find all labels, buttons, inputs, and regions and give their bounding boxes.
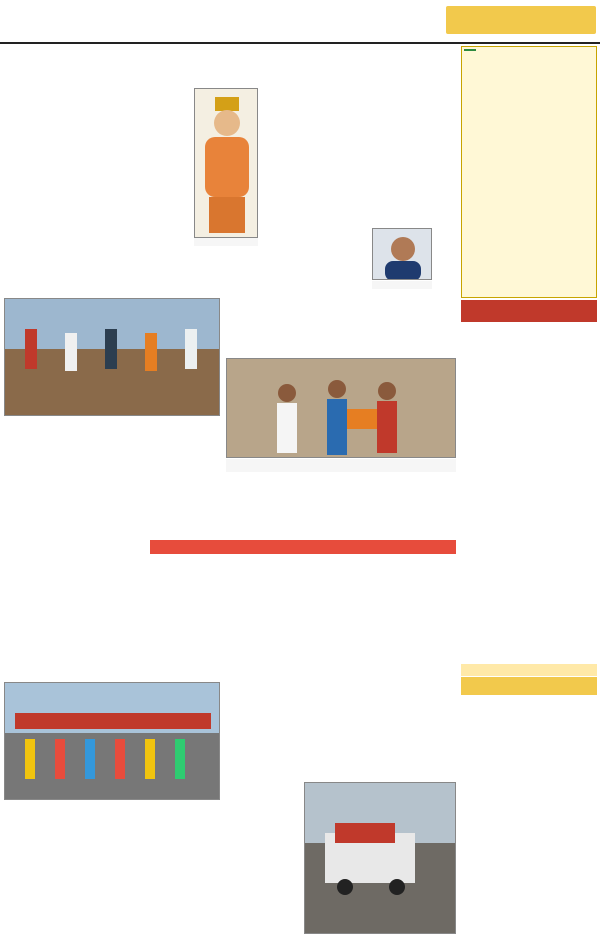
ankola-col1 — [4, 458, 74, 678]
ankola-headline-2 — [4, 438, 220, 454]
quote-tag — [464, 49, 476, 51]
author-caption — [372, 281, 432, 289]
ankola-col2 — [77, 458, 147, 678]
ankola-photo — [4, 298, 220, 416]
continued-title-2 — [150, 852, 300, 864]
continued-title-1 — [150, 556, 300, 568]
basava-portrait-illustration — [195, 89, 258, 238]
basava-article-col2 — [96, 86, 190, 294]
bsnl-photo-caption — [226, 459, 456, 472]
kdp-body — [150, 866, 300, 934]
footer — [0, 938, 600, 946]
ankola-col3 — [150, 458, 220, 538]
ankola-headline-1 — [4, 420, 220, 436]
basava-portrait — [194, 88, 258, 238]
basava-article-col3 — [262, 86, 358, 294]
author-photo — [372, 228, 432, 280]
continued-banner — [150, 540, 456, 554]
portrait-caption — [194, 238, 258, 246]
ankola-photo-illustration — [5, 299, 220, 416]
bsnl-photo — [226, 358, 456, 458]
horoscope-list — [461, 323, 597, 663]
masthead — [0, 0, 600, 44]
quote-box — [461, 46, 597, 298]
arecanut-title — [461, 677, 597, 695]
tanker-body — [304, 734, 456, 780]
main-headline — [0, 46, 458, 84]
horoscope-title — [461, 300, 597, 322]
tanker-photo — [304, 782, 456, 934]
tanker-headline — [304, 718, 456, 732]
bsnl-photo-illustration — [227, 359, 456, 458]
lucky-numbers — [461, 664, 597, 676]
bsnl-headline — [226, 300, 456, 316]
continued-col1 — [150, 570, 300, 850]
continued-col2 — [304, 556, 456, 716]
brand-logo — [446, 6, 596, 34]
tanker-photo-illustration — [305, 783, 456, 934]
author-photo-illustration — [373, 229, 432, 280]
bsnl-body — [226, 318, 456, 356]
basava-article-col4 — [362, 86, 456, 226]
basava-article-col1 — [4, 86, 92, 294]
